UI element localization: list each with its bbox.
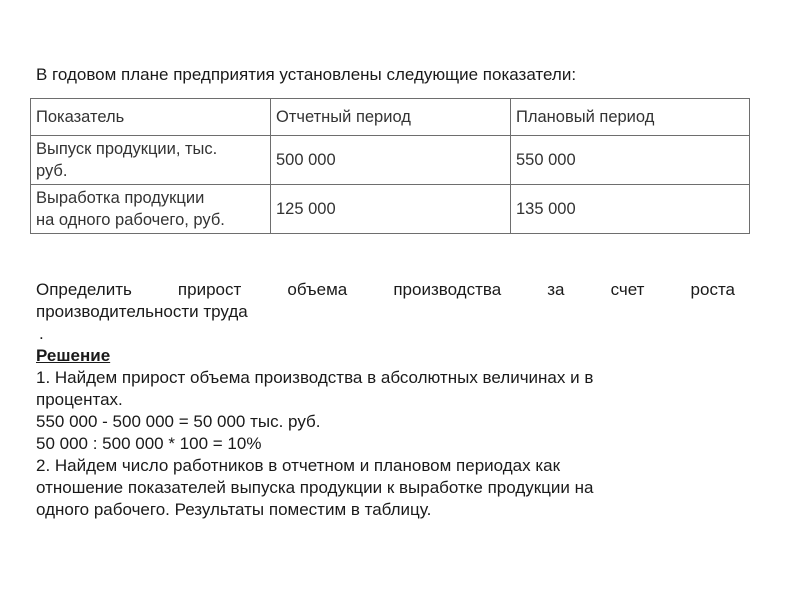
header-indicator: Показатель	[31, 99, 271, 136]
row-label-line: руб.	[36, 162, 68, 180]
solution-line: 50 000 : 500 000 * 100 = 10%	[36, 434, 262, 453]
solution-line: одного рабочего. Результаты поместим в таблицу.	[36, 500, 432, 519]
solution-line: 2. Найдем число работников в отчетном и плановом периодах как	[36, 456, 561, 475]
table-row	[31, 136, 750, 185]
solution-line: 1. Найдем прирост объема производства в абсолютных величинах и в	[36, 368, 594, 387]
row-label-output	[31, 136, 271, 185]
indicators-table	[30, 98, 750, 234]
row-label-line: на одного рабочего, руб.	[36, 211, 225, 229]
solution-line: 550 000 - 500 000 = 50 000 тыс. руб.	[36, 412, 321, 431]
task-dot: .	[39, 324, 44, 343]
header-report-period: Отчетный период	[271, 99, 511, 136]
solution-heading: Решение	[36, 346, 111, 365]
task-line: производительности труда	[36, 302, 248, 321]
row-label-line: Выпуск продукции, тыс.	[36, 140, 218, 158]
cell-plan-productivity: 135 000	[511, 185, 750, 234]
solution-line: процентах.	[36, 390, 123, 409]
solution-line: отношение показателей выпуска продукции к выработке продукции на	[36, 478, 594, 497]
header-plan-period: Плановый период	[511, 99, 750, 136]
table-row	[31, 185, 750, 234]
intro-text: В годовом плане предприятия установлены следующие показатели:	[36, 65, 577, 84]
task-and-solution	[36, 279, 735, 521]
table-header-row	[31, 99, 750, 136]
task-line: Определить прирост объема производства за счет роста	[36, 280, 735, 299]
cell-report-output: 500 000	[271, 136, 511, 185]
cell-report-productivity: 125 000	[271, 185, 511, 234]
cell-plan-output: 550 000	[511, 136, 750, 185]
row-label-productivity	[31, 185, 271, 234]
row-label-line: Выработка продукции	[36, 189, 205, 207]
